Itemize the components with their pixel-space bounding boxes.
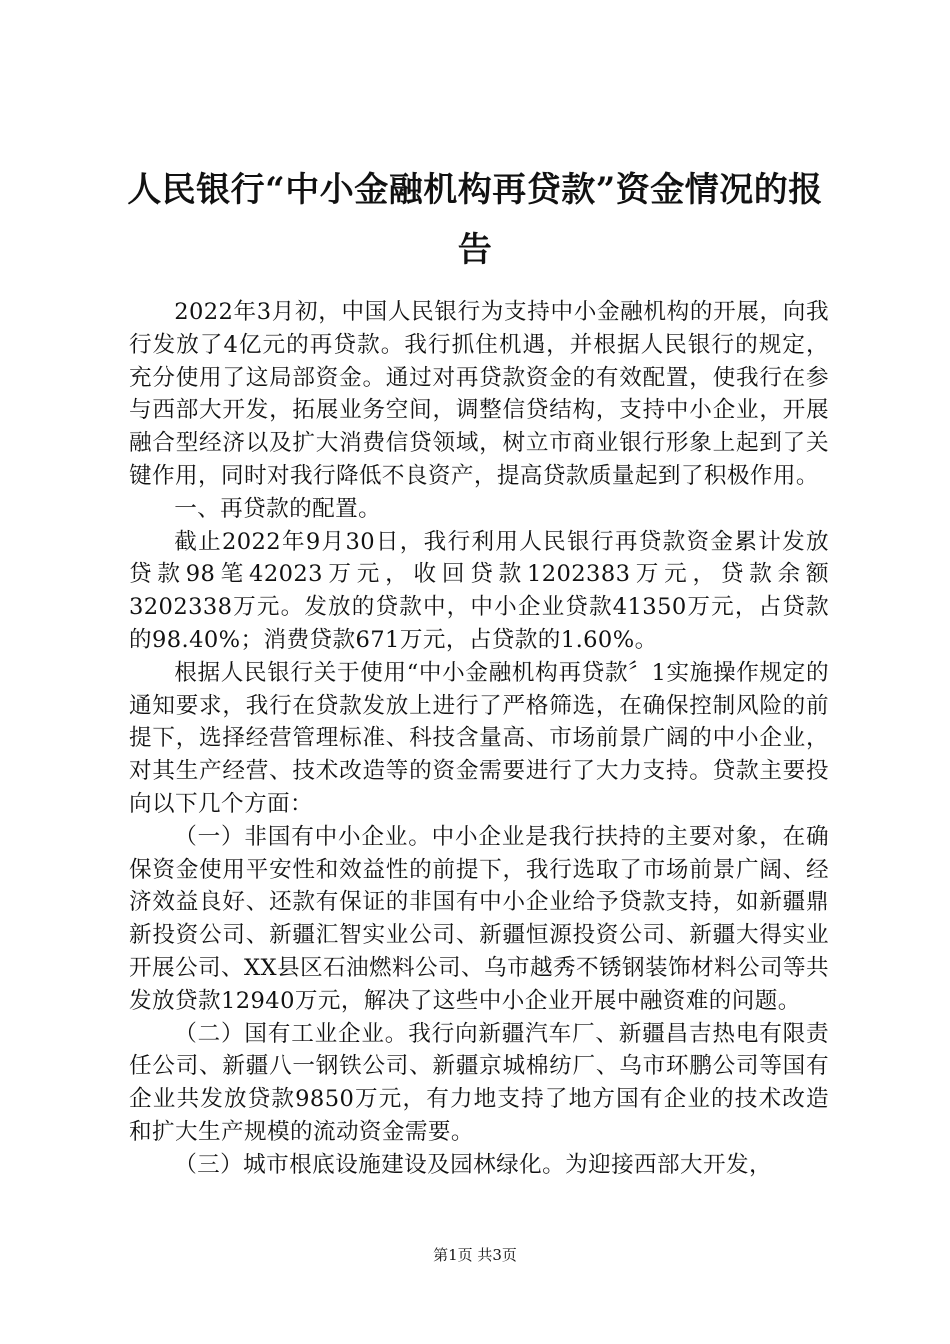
page-footer: 第1页 共3页 xyxy=(433,1246,517,1264)
section-heading-allocation: 一、再贷款的配置。 xyxy=(174,495,382,522)
paragraph-loan-statistics: 截止2022年9月30日，我行利用人民银行再贷款资金累计发放贷款98笔42023万元，收回贷款1202383万元，贷款余额3202338万元。发放的贷款中，中小企业贷款41350万元，占贷款的98.40%；消费贷款671万元，占贷款的1.60%。 xyxy=(129,528,829,653)
document-title: 人民银行“中小金融机构再贷款”资金情况的报告 xyxy=(127,170,823,270)
paragraph-loan-policy: 根据人民银行关于使用“中小金融机构再贷款〞1实施操作规定的通知要求，我行在贷款发放上进行了严格筛选，在确保控制风险的前提下，选择经营管理标准、科技含量高、市场前景广阔的中小企业，对其生产经营、技术改造等的资金需要进行了大力支持。贷款主要投向以下几个方面： xyxy=(129,659,829,817)
paragraph-intro: 2022年3月初，中国人民银行为支持中小金融机构的开展，向我行发放了4亿元的再贷款。我行抓住机遇，并根据人民银行的规定，充分使用了这局部资金。通过对再贷款资金的有效配置，使我行在参与西部大开发，拓展业务空间，调整信贷结构，支持中小企业，开展融合型经济以及扩大消费信贷领域，树立市商业银行形象上起到了关键作用，同时对我行降低不良资产，提高贷款质量起到了积极作用。 xyxy=(129,299,829,489)
paragraph-infrastructure: （三）城市根底设施建设及园林绿化。为迎接西部大开发， xyxy=(174,1151,773,1178)
paragraph-state-industry: （二）国有工业企业。我行向新疆汽车厂、新疆昌吉热电有限责任公司、新疆八一钢铁公司、新疆京城棉纺厂、乌市环鹏公司等国有企业共发放贷款9850万元，有力地支持了地方国有企业的技术改造和扩大生产规模的流动资金需要。 xyxy=(129,1020,829,1145)
document-body xyxy=(129,296,829,1182)
paragraph-non-state-sme: （一）非国有中小企业。中小企业是我行扶持的主要对象，在确保资金使用平安性和效益性的前提下，我行选取了市场前景广阔、经济效益良好、还款有保证的非国有中小企业给予贷款支持，如新疆鼎新投资公司、新疆汇智实业公司、新疆恒源投资公司、新疆大得实业开展公司、XX县区石油燃料公司、乌市越秀不锈钢装饰材料公司等共发放贷款12940万元，解决了这些中小企业开展中融资难的问题。 xyxy=(129,823,829,1014)
